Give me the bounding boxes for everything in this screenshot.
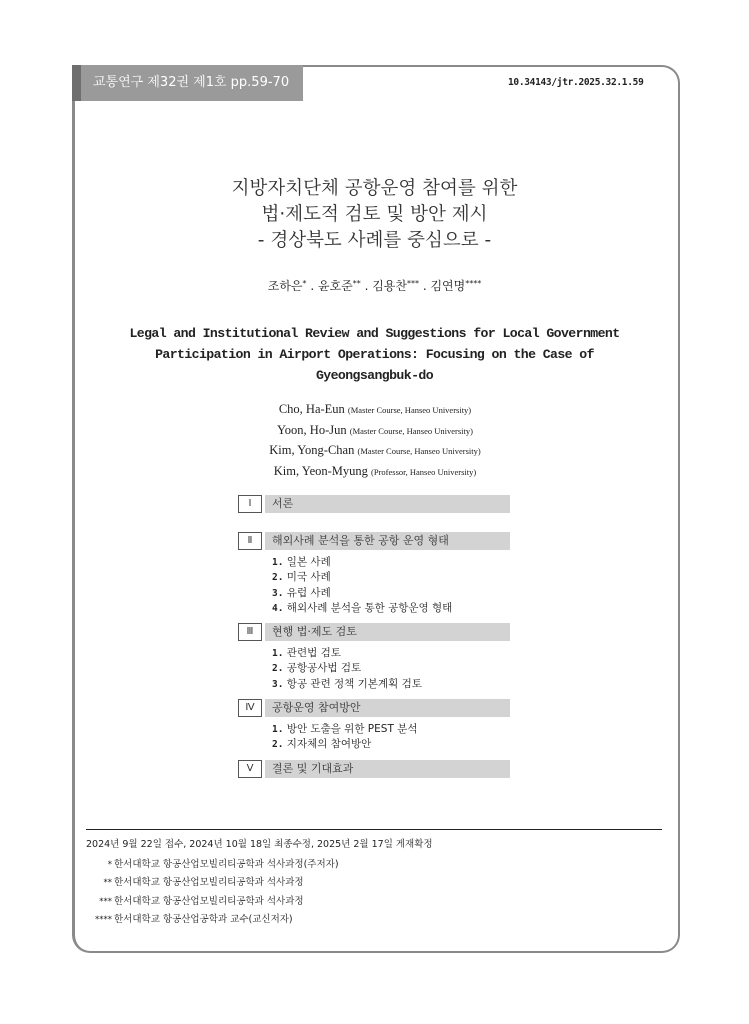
section-title: 현행 법·제도 검토: [265, 623, 510, 641]
author-ko: 조하은: [267, 279, 303, 293]
subsection-number: 2.: [272, 572, 284, 584]
toc-subsection[interactable]: [272, 555, 510, 570]
footnote-mark: ****: [95, 915, 112, 926]
subsection-number: 2.: [272, 739, 284, 751]
section-number: Ⅴ: [238, 760, 262, 778]
toc-subsection[interactable]: [272, 570, 510, 585]
subsection-title: 해외사례 분석을 통한 공항운영 형태: [286, 601, 453, 614]
subsection-title: 공항공사법 검토: [286, 662, 362, 675]
author-en-name: Yoon, Ho-Jun: [277, 422, 347, 437]
author-ko: 김연명: [430, 279, 466, 293]
english-title: [120, 323, 629, 386]
journal-citation-tab: 교통연구 제32권 제1호 pp.59-70: [72, 65, 303, 101]
footnote-text: 한서대학교 항공산업모빌리티공학과 석사과정(주저자): [114, 858, 339, 870]
english-title-line-1: Legal and Institutional Review and Suggestions for Local Government: [129, 326, 620, 341]
toc-subsections: [272, 646, 510, 692]
author-separator: .: [419, 279, 431, 293]
section-number: Ⅳ: [238, 699, 262, 717]
section-title: 공항운영 참여방안: [265, 699, 510, 717]
subsection-number: 1.: [272, 724, 284, 736]
toc-subsections: [272, 722, 510, 753]
footnote-mark: **: [103, 878, 112, 889]
footnote-mark: *: [107, 859, 112, 870]
author-ko: 윤호준: [317, 279, 353, 293]
table-of-contents: [238, 494, 510, 783]
section-number: Ⅱ: [238, 532, 262, 550]
subsection-number: 3.: [272, 587, 284, 599]
korean-title: [0, 176, 749, 254]
toc-subsection[interactable]: [272, 586, 510, 601]
author-mark: ****: [465, 279, 482, 288]
section-number: Ⅰ: [238, 495, 262, 513]
author-en-affiliation: (Master Course, Hanseo University): [347, 405, 472, 415]
subsection-title: 미국 사례: [286, 571, 331, 584]
section-title: 서론: [265, 495, 510, 513]
author-en-name: Kim, Yeon-Myung: [273, 463, 368, 478]
footnote-mark: ***: [99, 896, 112, 907]
section-title: 결론 및 기대효과: [265, 760, 510, 778]
subsection-number: 4.: [272, 602, 284, 614]
author-en-name: Kim, Yong-Chan: [269, 443, 355, 457]
toc-section-1[interactable]: [238, 494, 510, 514]
english-title-line-3: Gyeongsangbuk-do: [315, 368, 434, 383]
toc-subsection[interactable]: [272, 646, 510, 661]
doi: 10.34143/jtr.2025.32.1.59: [508, 77, 644, 88]
toc-subsection[interactable]: [272, 737, 510, 752]
subsection-title: 지자체의 참여방안: [286, 738, 372, 751]
footnote-divider: [86, 829, 662, 830]
author-mark: *: [302, 279, 307, 288]
author-en: [200, 421, 550, 442]
toc-section-5[interactable]: [238, 759, 510, 779]
author-en: [200, 441, 550, 462]
toc-subsection[interactable]: [272, 722, 510, 737]
submission-dates: 2024년 9월 22일 접수, 2024년 10월 18일 최종수정, 2025년 2월 17일 게재확정: [86, 839, 433, 850]
section-title: 해외사례 분석을 통한 공항 운영 형태: [265, 532, 510, 550]
footnote-text: 한서대학교 항공산업모빌리티공학과 석사과정: [114, 895, 304, 907]
footnotes: [86, 836, 433, 930]
author-mark: **: [352, 279, 361, 288]
subsection-title: 방안 도출을 위한 PEST 분석: [286, 723, 418, 736]
toc-subsection[interactable]: [272, 677, 510, 692]
subsection-number: 2.: [272, 663, 284, 675]
toc-section-3[interactable]: [238, 622, 510, 642]
author-separator: .: [360, 279, 373, 293]
footnote: [86, 911, 433, 930]
subsection-title: 항공 관련 정책 기본계획 검토: [286, 677, 422, 690]
toc-section-4[interactable]: [238, 698, 510, 718]
subsection-title: 관련법 검토: [286, 647, 341, 660]
korean-title-line-2: 법·제도적 검토 및 방안 제시: [261, 204, 488, 225]
author-en: [200, 400, 550, 421]
author-en-affiliation: (Master Course, Hanseo University): [357, 446, 481, 456]
footnote-text: 한서대학교 항공산업모빌리티공학과 석사과정: [114, 877, 304, 889]
korean-title-line-1: 지방자치단체 공항운영 참여를 위한: [231, 178, 518, 199]
subsection-number: 1.: [272, 648, 284, 660]
subsection-title: 유럽 사례: [286, 586, 331, 599]
footnote-text: 한서대학교 항공산업공학과 교수(교신저자): [114, 914, 293, 926]
author-en-name: Cho, Ha-Eun: [278, 402, 345, 416]
spacer: [238, 518, 510, 531]
author-en-affiliation: (Professor, Hanseo University): [371, 466, 477, 477]
korean-subtitle: - 경상북도 사례를 중심으로 -: [257, 230, 492, 251]
korean-authors: [0, 277, 749, 294]
english-authors: [200, 400, 550, 482]
subsection-number: 1.: [272, 557, 284, 568]
author-ko: 김용찬: [372, 279, 407, 293]
author-mark: ***: [407, 279, 419, 288]
english-title-line-2: Participation in Airport Operations: Focusing on the Case of: [155, 347, 594, 362]
subsection-number: 3.: [272, 678, 284, 690]
toc-subsections: [272, 555, 510, 616]
author-en: [200, 462, 550, 483]
toc-section-2[interactable]: [238, 531, 510, 551]
footnote: [86, 893, 433, 912]
author-en-affiliation: (Master Course, Hanseo University): [349, 425, 473, 436]
subsection-title: 일본 사례: [286, 556, 331, 568]
section-number: Ⅲ: [238, 623, 262, 641]
footnote: [86, 874, 433, 893]
author-separator: .: [306, 279, 318, 293]
footnote: [86, 856, 433, 875]
toc-subsection[interactable]: [272, 661, 510, 676]
toc-subsection[interactable]: [272, 601, 510, 616]
